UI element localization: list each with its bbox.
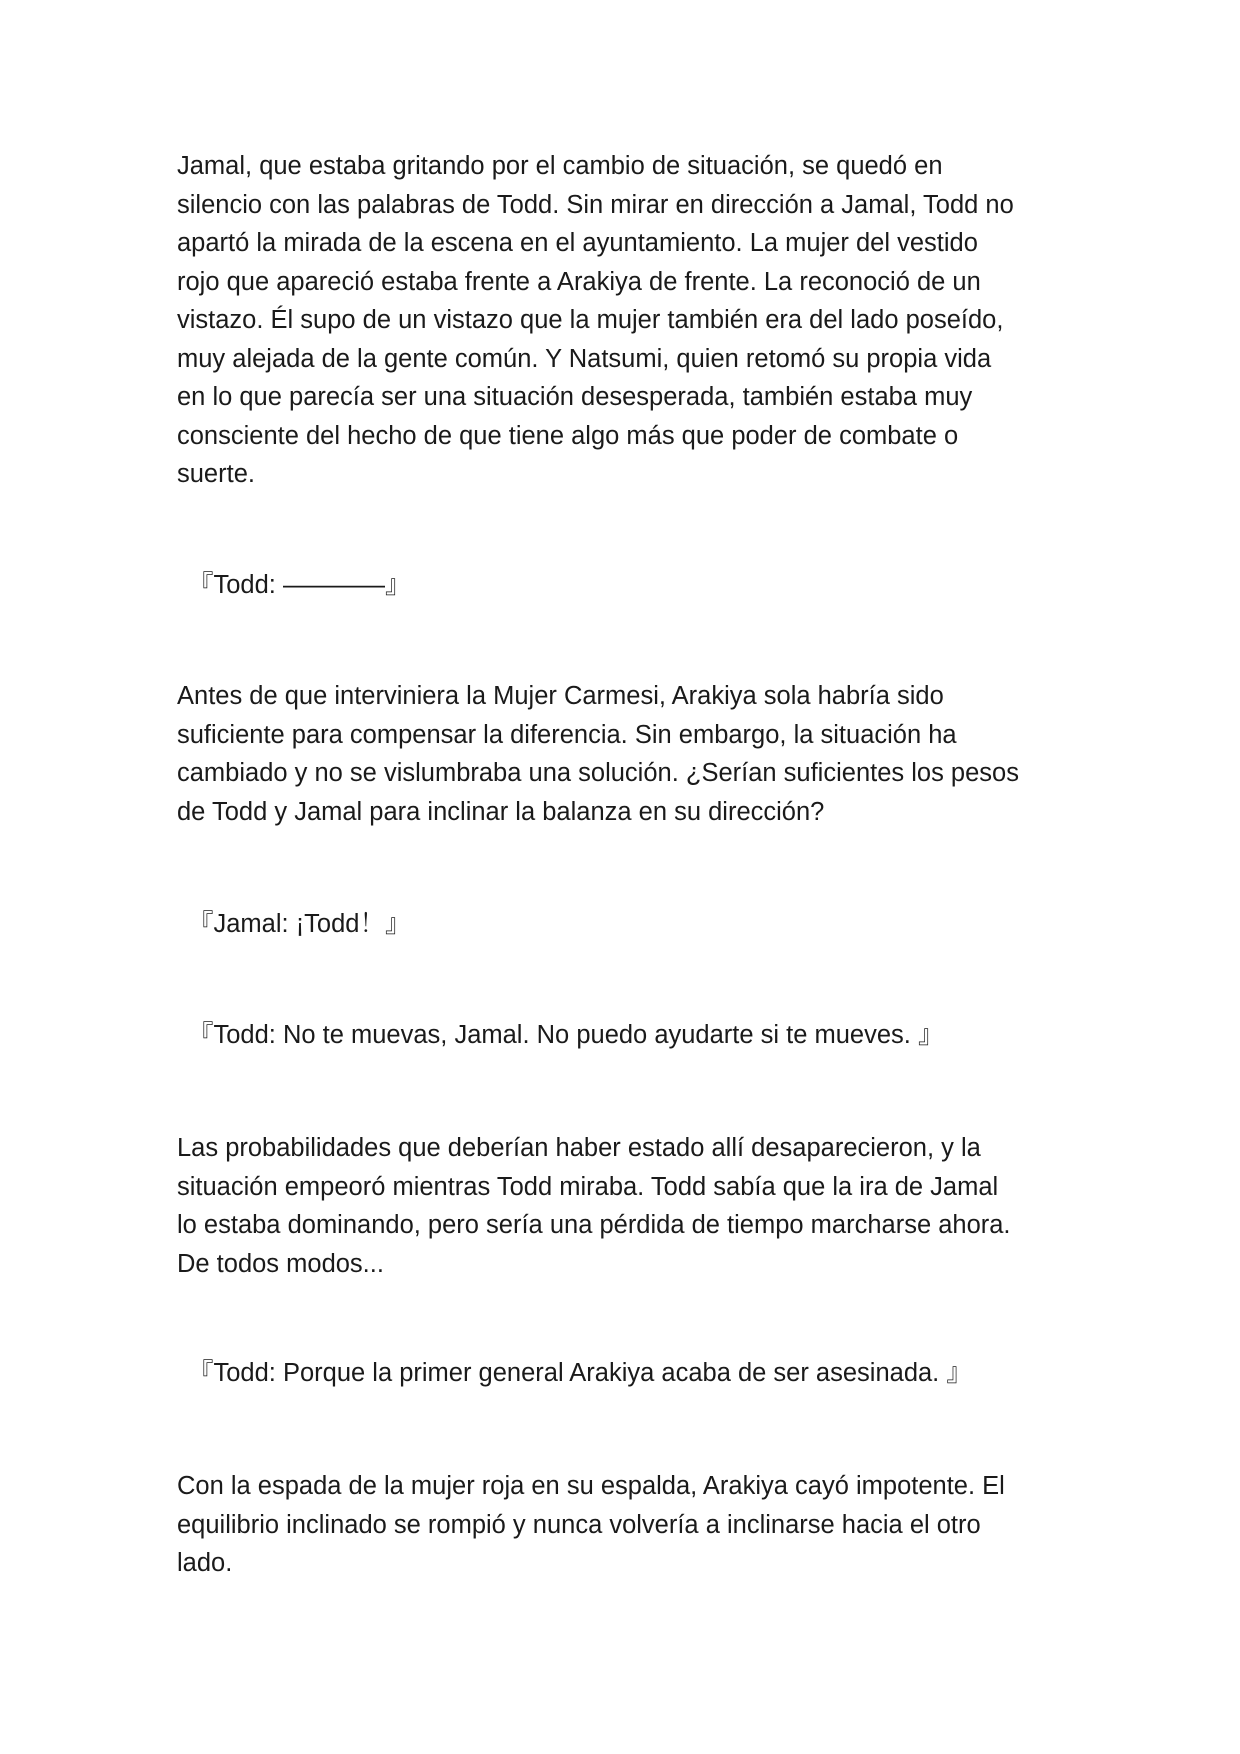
paragraph-line: en lo que parecía ser una situación desesperada, también estaba muy (177, 383, 973, 411)
dialogue-line-3: 『Todd: No te muevas, Jamal. No puedo ayudarte si te mueves. 』 (188, 1021, 944, 1049)
paragraph-line: consciente del hecho de que tiene algo más que poder de combate o (177, 421, 959, 450)
paragraph-line: suficiente para compensar la diferencia. Sin embargo, la situación ha (177, 720, 957, 749)
dialogue-line-2: 『Jamal: ¡Todd！』 (188, 910, 411, 938)
paragraph-line: de Todd y Jamal para inclinar la balanza en su dirección? (177, 797, 825, 826)
paragraph-line: vistazo. Él supo de un vistazo que la mujer también era del lado poseído, (177, 306, 1004, 334)
paragraph-2 (177, 677, 1077, 831)
paragraph-1 (177, 147, 1077, 494)
paragraph-3 (177, 1129, 1077, 1283)
paragraph-line: cambiado y no se vislumbraba una solución. ¿Serían suficientes los pesos (177, 759, 1019, 787)
paragraph-line: equilibrio inclinado se rompió y nunca volvería a inclinarse hacia el otro (177, 1510, 981, 1539)
paragraph-line: Con la espada de la mujer roja en su espalda, Arakiya cayó impotente. El (177, 1472, 1005, 1500)
paragraph-line: rojo que apareció estaba frente a Arakiya de frente. La reconoció de un (177, 267, 981, 296)
paragraph-line: lado. (177, 1549, 233, 1577)
paragraph-line: Antes de que interviniera la Mujer Carmesi, Arakiya sola habría sido (177, 682, 944, 710)
paragraph-line: muy alejada de la gente común. Y Natsumi, quien retomó su propia vida (177, 344, 992, 373)
dialogue-line-1: 『Todd: ――――』 (188, 571, 411, 599)
paragraph-line: Jamal, que estaba gritando por el cambio de situación, se quedó en (177, 152, 943, 180)
paragraph-line: apartó la mirada de la escena en el ayuntamiento. La mujer del vestido (177, 229, 978, 257)
paragraph-line: suerte. (177, 460, 255, 488)
paragraph-line: lo estaba dominando, pero sería una pérdida de tiempo marcharse ahora. (177, 1211, 1011, 1239)
paragraph-line: De todos modos... (177, 1249, 384, 1278)
paragraph-line: situación empeoró mientras Todd miraba. Todd sabía que la ira de Jamal (177, 1172, 999, 1201)
paragraph-line: silencio con las palabras de Todd. Sin mirar en dirección a Jamal, Todd no (177, 190, 1014, 219)
dialogue-line-4: 『Todd: Porque la primer general Arakiya acaba de ser asesinada. 』 (188, 1359, 972, 1387)
paragraph-4 (177, 1467, 1077, 1583)
paragraph-line: Las probabilidades que deberían haber estado allí desaparecieron, y la (177, 1134, 981, 1162)
